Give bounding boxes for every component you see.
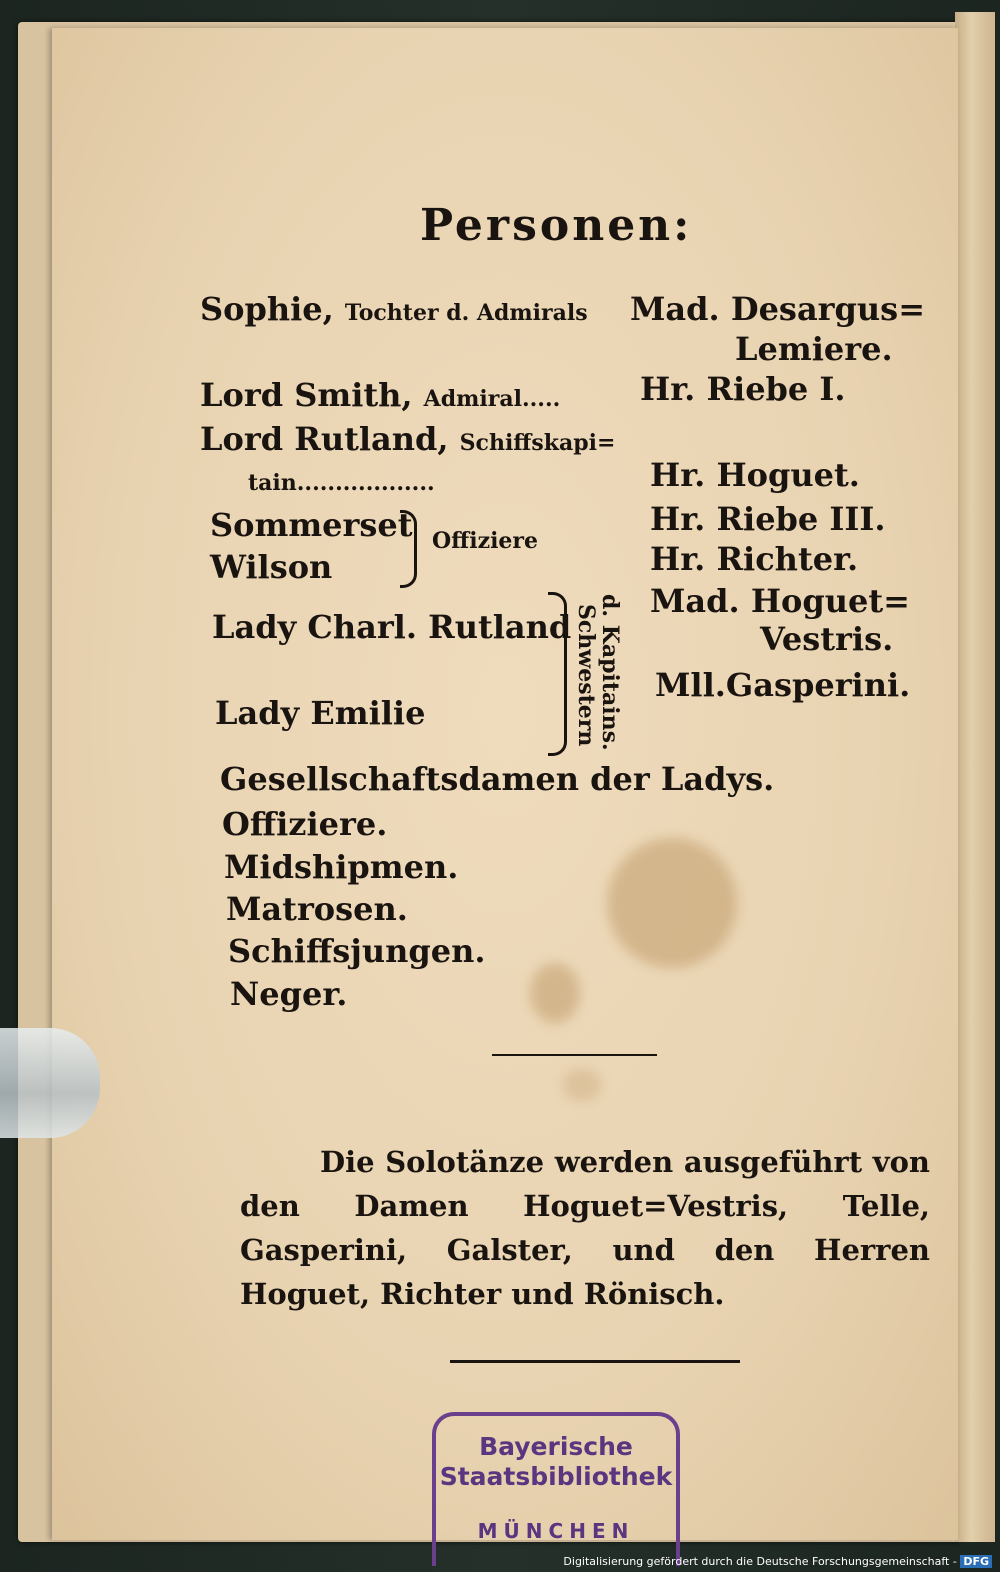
foxing-stain — [607, 838, 737, 968]
cast-rutland-desc-cont: tain.................. — [248, 470, 435, 496]
officers-group-label: Offiziere — [432, 528, 539, 554]
page-heading: Personen: — [420, 200, 693, 251]
sisters-brace — [548, 592, 567, 756]
sisters-group-label: d. Kapitains. — [597, 594, 623, 751]
cast-sommerset-name: Sommerset — [210, 506, 413, 544]
sisters-group-label-cont: Schwestern — [573, 604, 599, 747]
cast-emilie-actor: Mll.Gasperini. — [655, 666, 911, 704]
section-divider — [492, 1054, 657, 1056]
extras-item: Schiffsjungen. — [228, 932, 486, 970]
cast-rutland-name: Lord Rutland, Schiffskapi= — [200, 420, 616, 458]
page-edge-right — [955, 12, 995, 1542]
dfg-logo: DFG — [960, 1555, 992, 1568]
cast-smith-name: Lord Smith, Admiral..... — [200, 376, 561, 414]
cast-wilson-name: Wilson — [210, 548, 333, 586]
cast-wilson-actor: Hr. Richter. — [650, 540, 859, 578]
stamp-line: MÜNCHEN — [477, 1519, 635, 1543]
extras-item: Midshipmen. — [224, 848, 459, 886]
stamp-line: Bayerische — [479, 1432, 633, 1461]
cast-charlotte-actor-cont: Vestris. — [760, 620, 894, 658]
digitization-footer: Digitalisierung gefördert durch die Deutsche Forschungsgemeinschaft - DFG — [563, 1555, 992, 1568]
foxing-stain — [530, 963, 580, 1023]
cast-smith-actor: Hr. Riebe I. — [640, 370, 846, 408]
cast-rutland-actor: Hr. Hoguet. — [650, 456, 860, 494]
extras-item: Offiziere. — [222, 805, 388, 843]
page-clip — [0, 1028, 100, 1138]
extras-item: Gesellschaftsdamen der Ladys. — [220, 760, 775, 798]
solo-dances-note: Die Solotänze werden ausgeführt von den Damen Hoguet=Vestris, Telle, Gasperini, Galster, und den Herren Hoguet, Richter und Rönisch. — [240, 1145, 930, 1311]
cast-sophie-actor-cont: Lemiere. — [735, 330, 893, 368]
extras-item: Neger. — [230, 975, 348, 1013]
cast-emilie-name: Lady Emilie — [215, 694, 426, 732]
officers-brace — [400, 510, 417, 588]
cast-sophie-name: Sophie, Tochter d. Admirals — [200, 290, 588, 328]
stamp-line: Staatsbibliothek — [439, 1462, 673, 1491]
cast-sommerset-actor: Hr. Riebe III. — [650, 500, 886, 538]
library-stamp — [432, 1412, 680, 1566]
foxing-stain — [562, 1068, 602, 1102]
cast-sophie-actor: Mad. Desargus= — [630, 290, 925, 328]
cast-charlotte-name: Lady Charl. Rutland — [212, 608, 572, 646]
end-divider — [450, 1360, 740, 1363]
cast-charlotte-actor: Mad. Hoguet= — [650, 582, 910, 620]
extras-item: Matrosen. — [226, 890, 408, 928]
